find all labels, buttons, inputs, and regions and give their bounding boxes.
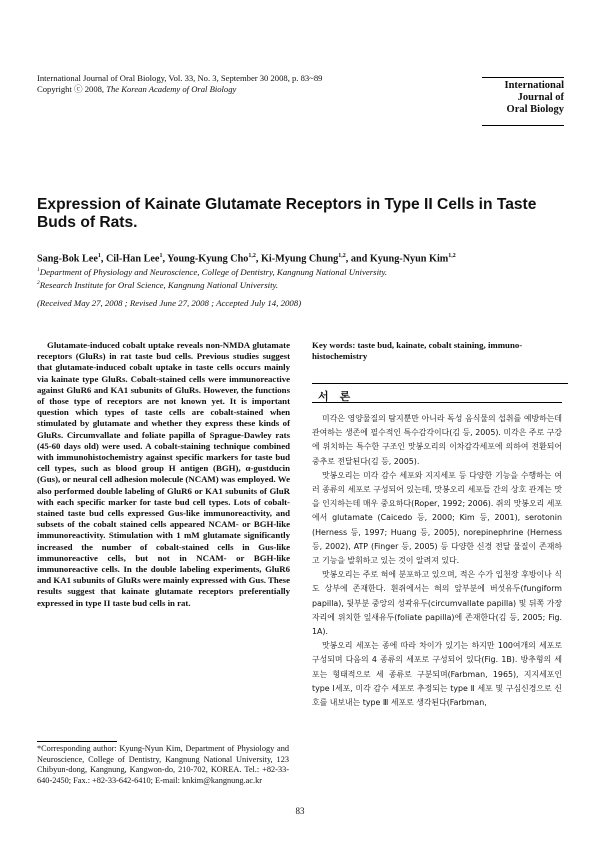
body-paragraph: 맛봉오리 세포는 종에 따라 차이가 있기는 하지만 100여개의 세포로 구성되며 다음의 4 종류의 세포로 구성되어 있다(Fig. 1B). 방추형의 세포는 형태적으로 세 종류로 구분되며(Farbman, 1965), 지지세포인 type Ⅰ세포, 미각 감수 세포로 추정되는 type Ⅱ 세포 및 구심신경으로 신호를 내보내는 type Ⅲ 세포로 생각된다(Farbman, [312,641,562,708]
citation-line: International Journal of Oral Biology, Vol. 33, No. 3, September 30 2008, p. 83~89 [37,73,323,83]
article-title: Expression of Kainate Glutamate Receptors in Type II Cells in Taste Buds of Rats. [37,196,537,231]
copyright-prefix: Copyright ⓒ 2008, [37,84,107,94]
author-affiliation-mark: 1,2 [248,253,256,259]
copyright-line [37,84,437,95]
journal-name-box [482,77,564,126]
section-heading-introduction: 서 론 [312,383,568,404]
affiliation-2 [37,278,577,291]
page-number: 83 [295,806,305,816]
abstract: Glutamate-induced cobalt uptake reveals non-NMDA glutamate receptors (GluRs) in rat taste bud cells. Previous studies suggest that glutamate-induced cobalt uptake in taste cells occurs mainly via kainate type GluRs. Cobalt-stained cells were immunoreactive against GluR6 and KA1 subunits of GluRs. However, the functions of those type of receptors are not known yet. It is important question which types of taste cells are cobalt-stained when stimulated by glutamate and whether they express these kinds of GluRs. Circumvallate and foliate papilla of Sprague-Dawley rats (45-60 days old) were used. A cobalt-staining technique combined with immunohistochemistry against specific markers for taste bud cell types, such as blood group H antigen (BGH), α-gustducin (Gus), or neural cell adhesion molecule (NCAM) was employed. We also performed double labeling of GluR6 or KA1 subunits of GluR with each specific marker for taste bud cell types. Lots of cobalt-stained taste bud cells expressed Gus-like immunoreactivity, and subsets of the cobalt stained cells appeared NCAM- or BGH-like immunoreactivity. Stimulation with 1 mM glutamate significantly increased the number of cobalt-stained cells in Gus-like immunoreactive cells, but not in NCAM- or BGH-like immunoreactive cells. In the double labeling experiments, GluR6 and KA1 subunits of GluRs were mainly expressed with Gus. These results suggest that kainate glutamate receptors preferentially expressed in type II taste bud cells in rat. [37,340,290,608]
author-affiliation-mark: 1 [159,253,163,259]
author-list: Sang-Bok Lee$^1$, Cil-Han Lee$^1$, Young-Kyung Cho$^{1,2}$, Ki-Myung Chung$^{1,2}$, and Kyung-Nyun Kim$^{1,2}$ [37,253,456,265]
journal-line-3: Oral Biology [506,104,564,115]
received-dates: (Received May 27, 2008 ; Revised June 27, 2008 ; Accepted July 14, 2008) [37,298,302,308]
body-paragraph: 맛봉오리는 주로 혀에 분포하고 있으며, 적은 수가 입천장 후방이나 식도 상부에 존재한다. 흰쥐에서는 혀의 앞부분에 버섯유두(fungiform papilla), 뒷부분 중앙의 성곽유두(circumvallate papilla) 및 뒤쪽 가장자리에 위치한 잎새유두(foliate papilla)에 존재한다(김 등, 2005; Fig. 1A). [312,570,562,637]
author-name: Young-Kyung Cho [167,253,249,265]
body-paragraph: 미각은 영양물질의 탐지뿐만 아니라 독성 음식물의 섭취를 예방하는데 관여하는 생존에 필수적인 특수감각이다(김 등, 2005). 미각은 주로 구강에 위치하는 특수한 구조인 맛봉오리의 이차감각세포에 의하여 전환되어 중추로 전달된다(김 등, 2005). [312,414,562,466]
introduction-body [312,412,562,710]
journal-line-1: International [504,80,564,91]
keywords: Key words: taste bud, kainate, cobalt staining, immuno-histochemistry [312,340,523,362]
affiliations [37,265,577,291]
section-divider [312,402,562,403]
affiliation-number: 1 [37,267,40,273]
author-name: Ki-Myung Chung [261,253,339,265]
journal-line-2: Journal of [517,92,564,103]
affiliation-number: 2 [37,279,40,286]
affiliation-1 [37,265,577,278]
author-name: Cil-Han Lee [105,253,160,265]
body-paragraph: 맛봉오리는 미각 감수 세포와 지지세포 등 다양한 기능을 수행하는 여러 종류의 세포로 구성되어 있는데, 맛봉오리 세포들 간의 상호 관계는 맛을 인지하는데 매우 중요하다(Roper, 1992; 2006). 쥐의 맛봉오리 세포에서 glutamate (Caicedo 등, 2000; Kim 등, 2001), serotonin (Herness 등, 1997; Huang 등, 2005), norepinephrine (Herness 등, 2002), ATP (Finger 등, 2005) 등 다양한 신경 전달 물질이 존재하고 기능을 발휘하고 있는 것이 알려져 있다. [312,470,562,566]
footnote-divider [37,741,117,742]
affiliation-text: Department of Physiology and Neuroscience, College of Dentistry, Kangnung National University. [39,266,388,277]
author-name: Kyung-Nyun Kim [369,253,449,265]
author-affiliation-mark: 1,2 [338,253,346,259]
author-affiliation-mark: 1 [97,253,101,259]
journal-citation-header [37,73,437,95]
copyright-society: The Korean Academy of Oral Biology [106,84,237,94]
author-affiliation-mark: 1,2 [448,253,456,259]
author-name: Sang-Bok Lee [37,253,98,265]
corresponding-author-footnote: *Corresponding author: Kyung-Nyun Kim, Department of Physiology and Neuroscience, College of Dentistry, Kangnung National University, 123 Chibyun-dong, Kangnung, Kangwon-do, 210-702, KOREA. Tel.: +82-33-640-2450; Fax.: +82-33-642-6410; E-mail: knkim@kangnung.ac.kr [37,744,289,785]
affiliation-text: Research Institute for Oral Science, Kangnung National University. [39,279,279,290]
